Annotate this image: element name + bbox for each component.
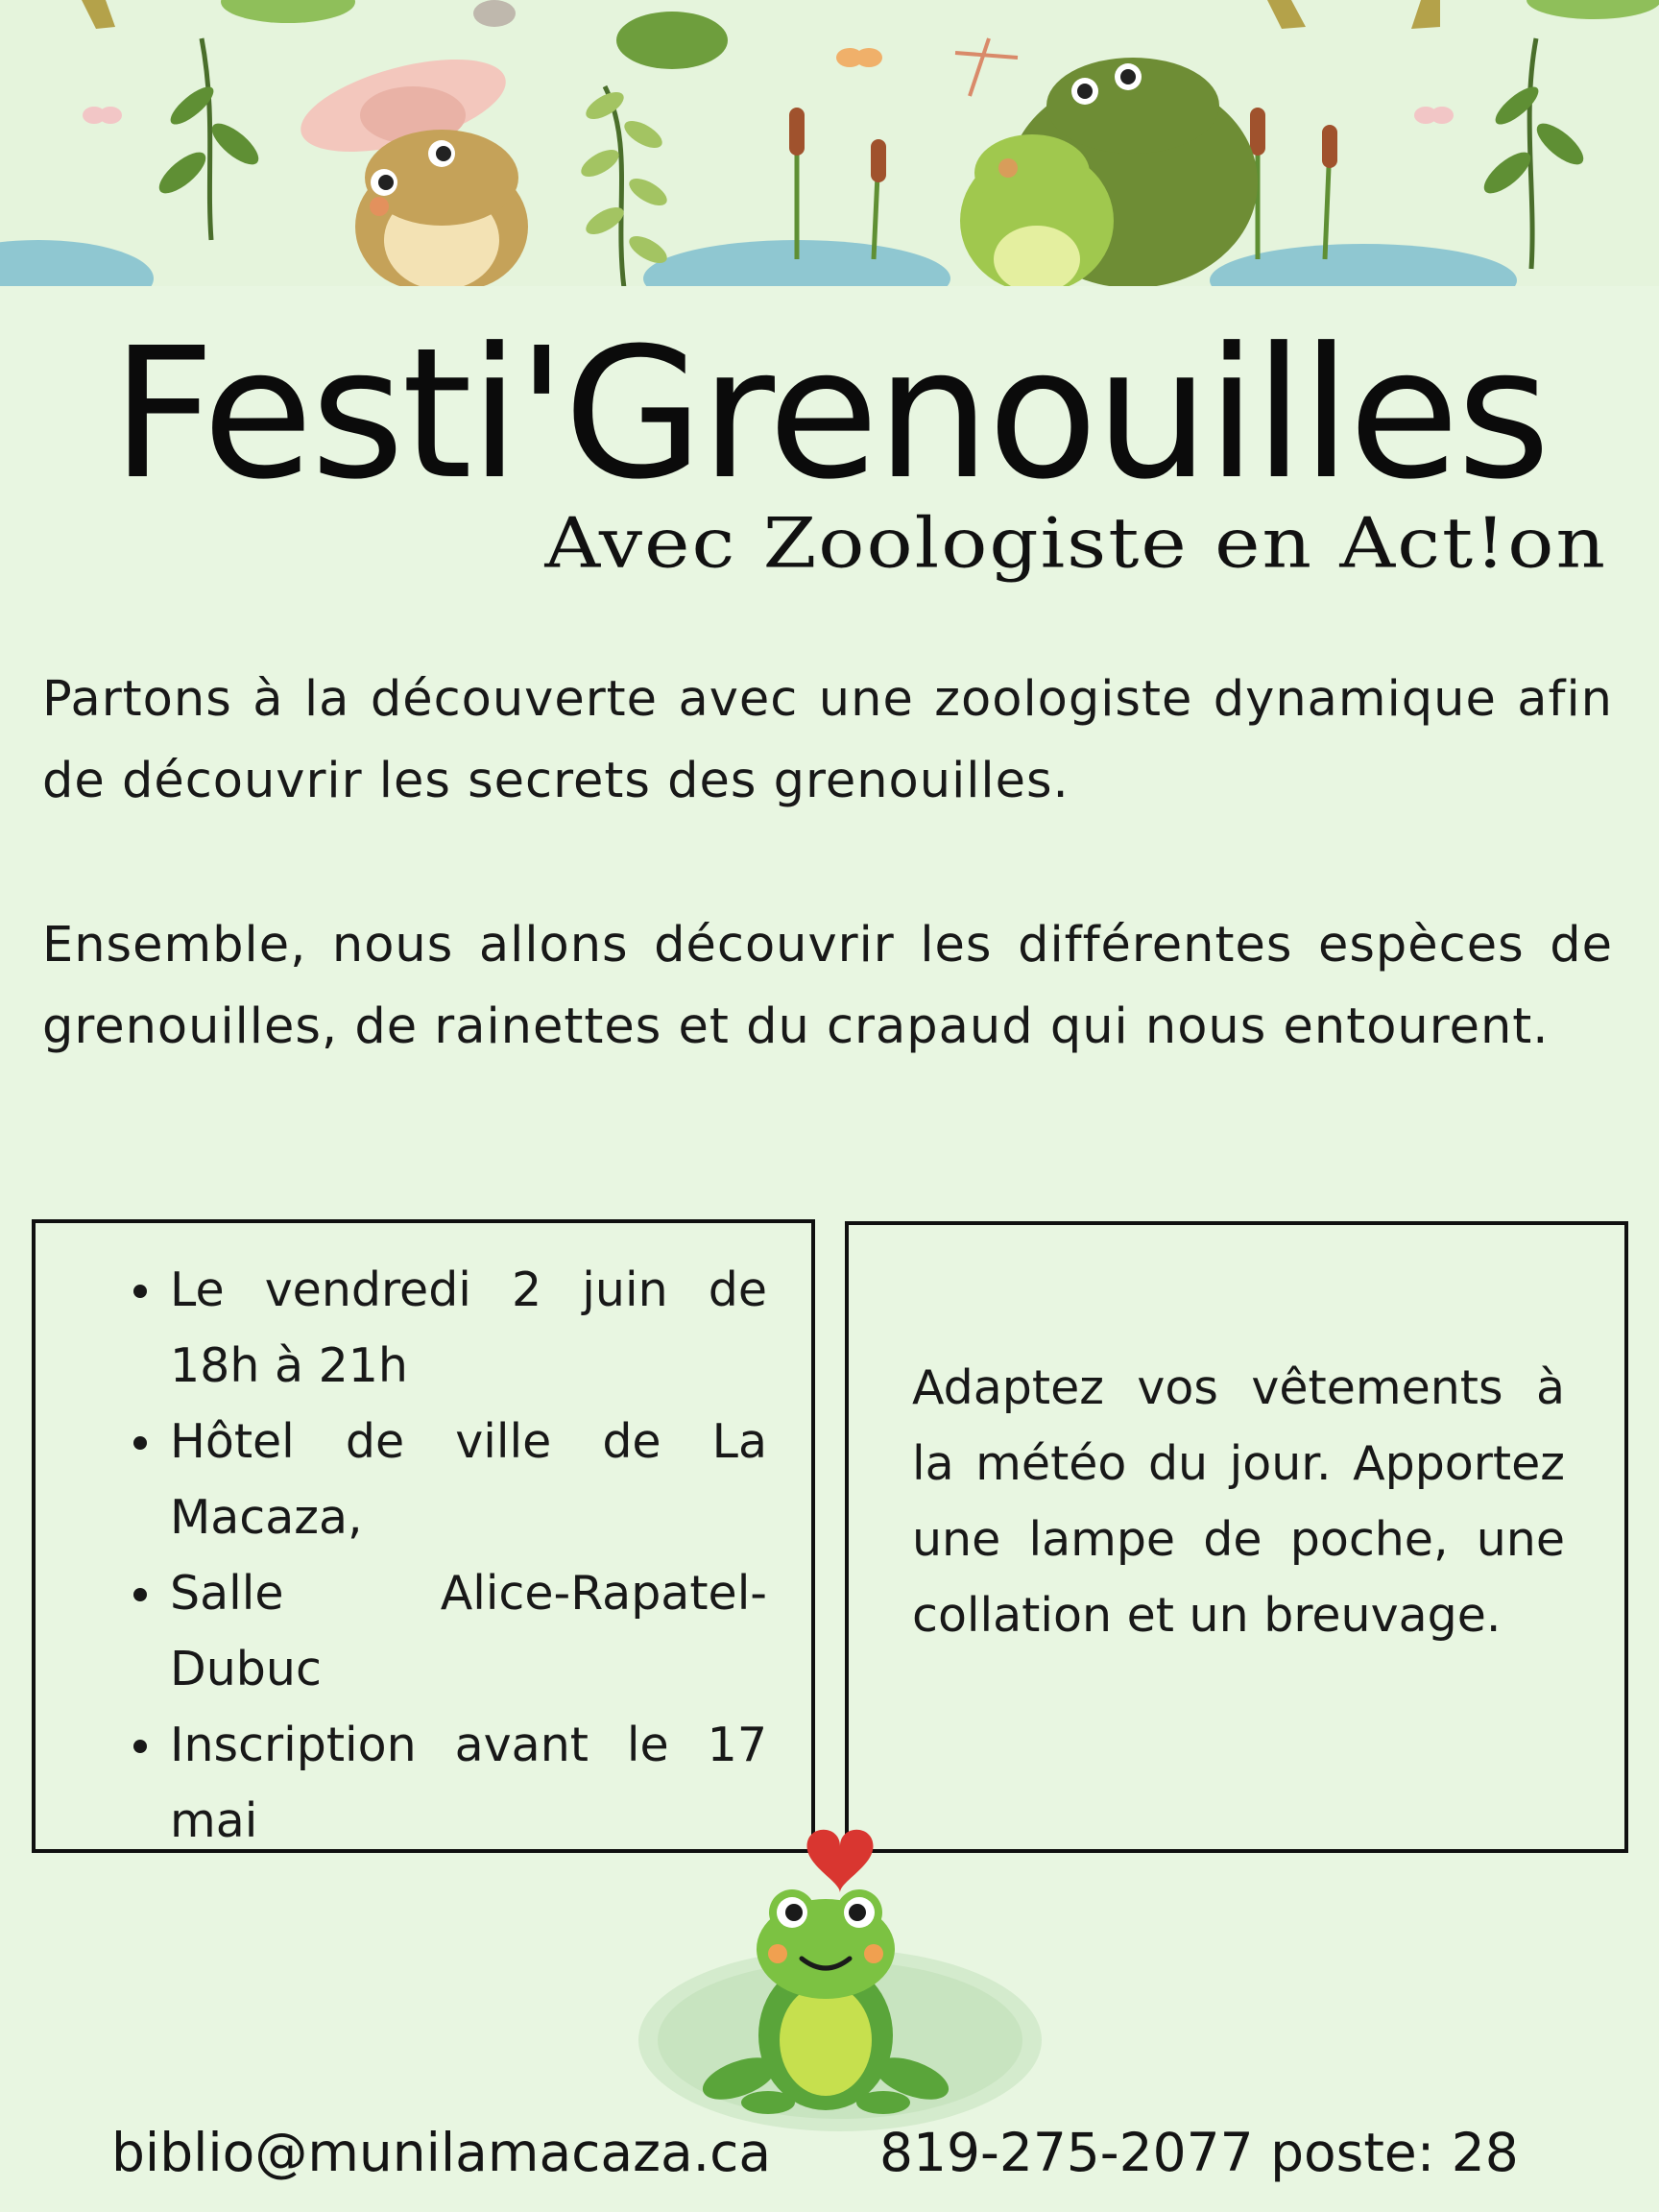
event-venue: Hôtel de ville de La Macaza,	[170, 1404, 767, 1555]
frog-pond-illustration	[0, 0, 1659, 290]
poster-title: Festi'Grenouilles	[110, 309, 1549, 519]
poster-subtitle: Avec Zoologiste en Act!on	[544, 502, 1607, 584]
intro-paragraph-2: Ensemble, nous allons découvrir les différentes espèces de grenouilles, de rainettes et du crapaud qui nous entourent.	[42, 917, 1613, 1055]
contact-phone[interactable]: 819-275-2077 poste: 28	[879, 2122, 1519, 2183]
event-details-box	[32, 1219, 815, 1853]
heart-icon	[807, 1830, 874, 1893]
event-date: Le vendredi 2 juin de 18h à 21h	[170, 1252, 767, 1404]
frog-illustration	[634, 1824, 1056, 2141]
hat-frog	[291, 41, 528, 290]
notes-text: Adaptez vos vêtements à la météo du jour. Apportez une lampe de poche, une collation et un breuvage.	[912, 1360, 1565, 1643]
event-details-list	[170, 1252, 767, 1859]
registration-deadline: Inscription avant le 17 mai	[170, 1707, 767, 1859]
contact-email[interactable]: biblio@munilamacaza.ca	[111, 2122, 772, 2183]
event-room: Salle Alice-Rapatel-Dubuc	[170, 1555, 767, 1707]
intro-paragraph-1: Partons à la découverte avec une zoologiste dynamique afin de découvrir les secrets des grenouilles.	[42, 671, 1613, 809]
frog-couple	[960, 58, 1258, 290]
notes-box	[845, 1221, 1628, 1853]
header-illustration-banner	[0, 0, 1659, 290]
